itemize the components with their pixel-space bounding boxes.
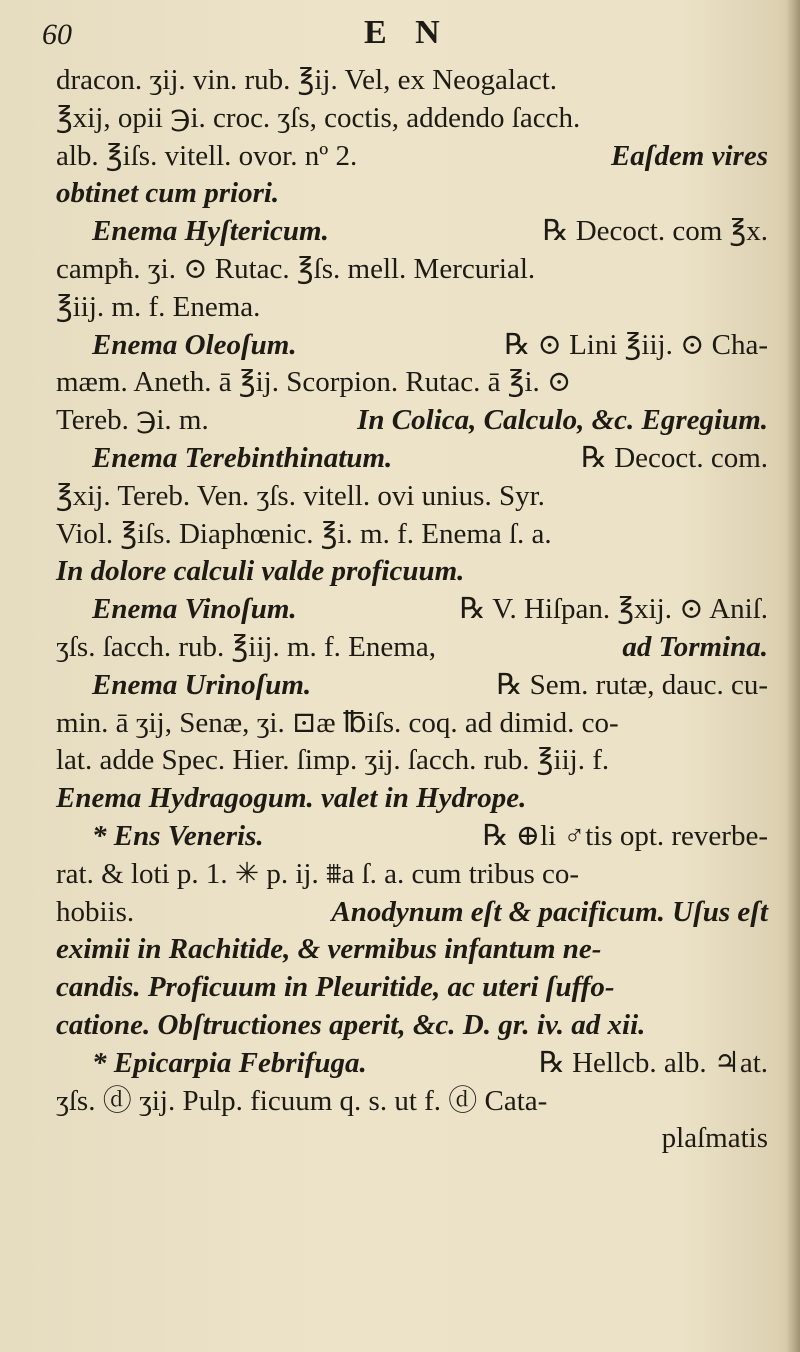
text-line — [56, 1120, 768, 1158]
text-line — [56, 591, 768, 629]
text-segment: dracon. ʒij. vin. rub. ℥ij. Vel, ex Neogalact. — [56, 64, 558, 96]
text-line — [56, 289, 768, 327]
text-line — [56, 100, 768, 138]
text-line — [56, 629, 768, 667]
text-segment: Tereb. ℈i. m. — [56, 404, 209, 437]
italic-segment: * Ens Veneris. — [92, 819, 264, 852]
italic-segment: catione. Obſtructiones aperit, &c. D. gr. iv. ad xii. — [56, 1008, 646, 1041]
text-segment: ℞ Sem. rutæ, dauc. cu- — [496, 668, 768, 701]
text-line — [56, 402, 768, 440]
text-segment: ℞ ⊕li ♂tis opt. reverbe- — [482, 819, 768, 852]
text-line — [56, 856, 768, 894]
text-line — [56, 818, 768, 856]
text-line — [56, 742, 768, 780]
running-head: E N — [364, 14, 450, 51]
text-line — [56, 667, 768, 705]
body-text — [56, 62, 768, 1158]
text-line — [56, 780, 768, 818]
text-line — [56, 705, 768, 743]
text-line — [56, 894, 768, 932]
italic-segment: Enema Urinoſum. — [92, 668, 312, 701]
page-edge-shadow — [786, 0, 800, 1352]
text-line — [56, 62, 768, 100]
text-line — [56, 138, 768, 176]
text-line — [56, 969, 768, 1007]
text-segment: rat. & loti p. 1. ✳ p. ij. ⩩a ſ. a. cum tribus co- — [56, 857, 580, 890]
italic-segment: In dolore calculi valde proficuum. — [56, 555, 465, 588]
text-line — [56, 440, 768, 478]
text-line — [56, 327, 768, 365]
text-segment: hobiis. — [56, 895, 135, 928]
page-number: 60 — [42, 18, 72, 51]
text-segment: lat. adde Spec. Hier. ſimp. ʒij. ſacch. rub. ℥iij. f. — [56, 744, 610, 777]
text-line — [56, 478, 768, 516]
text-segment: alb. ℥iſs. vitell. ovor. nº 2. — [56, 139, 358, 172]
italic-segment: Enema Vinoſum. — [92, 593, 297, 626]
text-line — [56, 1045, 768, 1083]
page-header — [42, 14, 762, 54]
text-line — [56, 213, 768, 251]
italic-segment: Enema Oleoſum. — [92, 328, 297, 361]
text-segment: ℞ Decoct. com. — [580, 441, 768, 474]
text-segment: campħ. ʒi. ⊙ Rutac. ℥ſs. mell. Mercurial. — [56, 252, 536, 285]
text-segment: Viol. ℥iſs. Diaphœnic. ℥i. m. f. Enema ſ. a. — [56, 517, 552, 550]
text-segment: ℞ ⊙ Lini ℥iij. ⊙ Cha- — [504, 328, 768, 361]
text-line — [56, 553, 768, 591]
text-line — [56, 1083, 768, 1121]
italic-segment: In Colica, Calculo, &c. Egregium. — [357, 404, 768, 437]
italic-segment: eximii in Rachitide, & vermibus infantum ne- — [56, 933, 602, 966]
italic-segment: Enema Hydragogum. valet in Hydrope. — [56, 782, 527, 815]
italic-segment: * Epicarpia Febrifuga. — [92, 1046, 367, 1079]
italic-segment: obtinet cum priori. — [56, 177, 280, 210]
text-segment: ℥xij, opii ℈i. croc. ʒſs, coctis, addendo ſacch. — [56, 101, 581, 134]
text-segment: ℞ Hellcb. alb. ♃at. — [538, 1046, 768, 1079]
text-segment: ℥iij. m. f. Enema. — [56, 290, 261, 323]
italic-segment: ad Tormina. — [622, 630, 768, 663]
text-line — [56, 175, 768, 213]
text-segment: ℞ V. Hiſpan. ℥xij. ⊙ Aniſ. — [459, 593, 768, 626]
text-line — [56, 364, 768, 402]
text-segment: ℞ Decoct. com ℥x. — [542, 215, 768, 248]
italic-segment: Anodynum eſt & pacificum. Uſus eſt — [331, 895, 768, 928]
italic-segment: Enema Hyſtericum. — [92, 215, 329, 248]
italic-segment: Eaſdem vires — [610, 139, 768, 172]
text-segment: mæm. Aneth. ā ℥ij. Scorpion. Rutac. ā ℥i. ⊙ — [56, 366, 572, 399]
italic-segment: Enema Terebinthinatum. — [92, 441, 393, 474]
text-line — [56, 516, 768, 554]
text-segment: ʒſs. ⓓ ʒij. Pulp. ficuum q. s. ut f. ⓓ Cata- — [56, 1084, 548, 1117]
italic-segment: candis. Proficuum in Pleuritide, ac uteri ſuffo- — [56, 971, 615, 1004]
text-line — [56, 1007, 768, 1045]
text-line — [56, 251, 768, 289]
text-segment: min. ā ʒij, Senæ, ʒi. ⊡æ ℔iſs. coq. ad dimid. co- — [56, 706, 619, 739]
text-segment: ℥xij. Tereb. Ven. ʒſs. vitell. ovi unius. Syr. — [56, 479, 545, 512]
text-segment: plaſmatis — [661, 1122, 768, 1155]
text-segment: ʒſs. ſacch. rub. ℥iij. m. f. Enema, — [56, 630, 436, 663]
text-line — [56, 931, 768, 969]
